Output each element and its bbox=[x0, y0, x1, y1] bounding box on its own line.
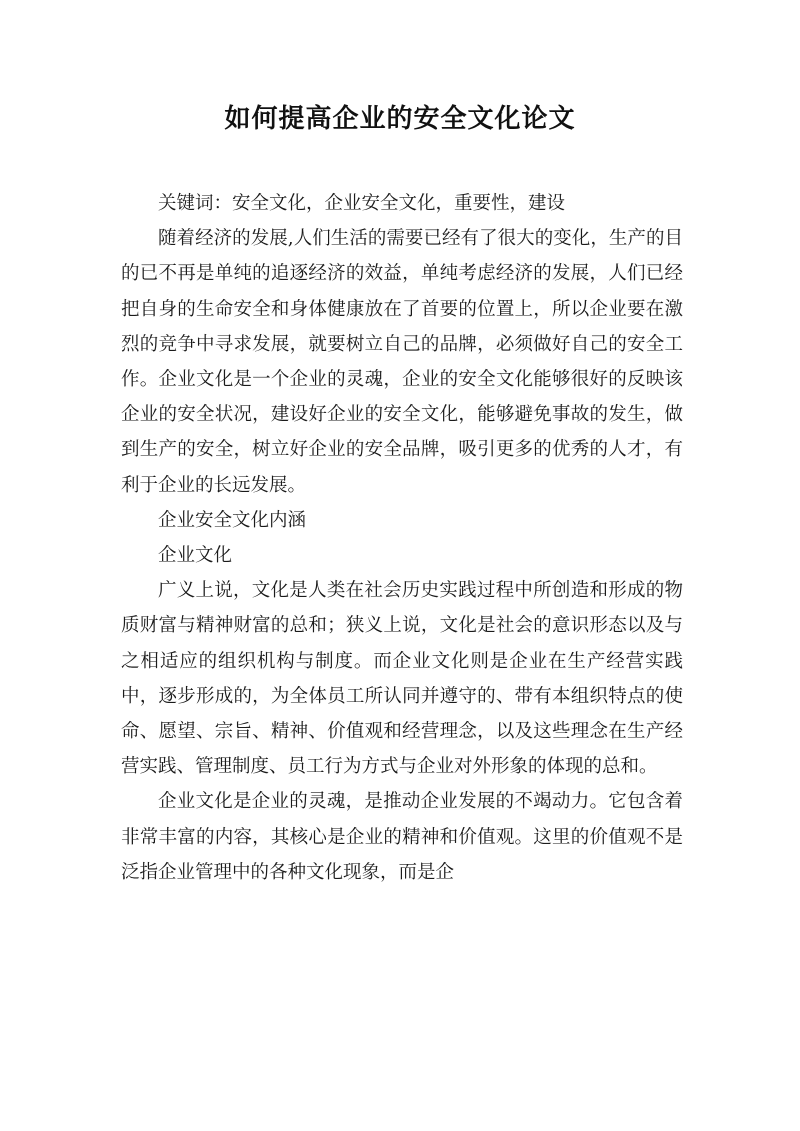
page-title: 如何提高企业的安全文化论文 bbox=[224, 104, 576, 134]
document-body bbox=[121, 186, 683, 890]
section-heading: 企业安全文化内涵 bbox=[158, 509, 307, 531]
definition-paragraph: 广义上说，文化是人类在社会历史实践过程中所创造和形成的物质财富与精神财富的总和；狭义上说，文化是社会的意识形态以及与之相适应的组织机构与制度。而企业文化则是企业在生产经营实践中，逐步形成的，为全体员工所认同并遵守的、带有本组织特点的使命、愿望、宗旨、精神、价值观和经营理念，以及这些理念在生产经营实践、管理制度、员工行为方式与企业对外形象的体现的总和。 bbox=[121, 580, 683, 778]
intro-paragraph: 随着经济的发展,人们生活的需要已经有了很大的变化，生产的目的已不再是单纯的追逐经济的效益，单纯考虑经济的发展，人们已经把自身的生命安全和身体健康放在了首要的位置上，所以企业要在激烈的竞争中寻求发展，就要树立自己的品牌，必须做好自己的安全工作。企业文化是一个企业的灵魂，企业的安全文化能够很好的反映该企业的安全状况，建设好企业的安全文化，能够避免事故的发生，做到生产的安全，树立好企业的安全品牌，吸引更多的优秀的人才，有利于企业的长远发展。 bbox=[121, 228, 683, 496]
keywords-line: 关键词：安全文化，企业安全文化，重要性，建设 bbox=[158, 193, 566, 214]
soul-paragraph: 企业文化是企业的灵魂，是推动企业发展的不竭动力。它包含着非常丰富的内容，其核心是企业的精神和价值观。这里的价值观不是泛指企业管理中的各种文化现象，而是企 bbox=[121, 791, 683, 883]
subsection-heading: 企业文化 bbox=[158, 545, 233, 567]
